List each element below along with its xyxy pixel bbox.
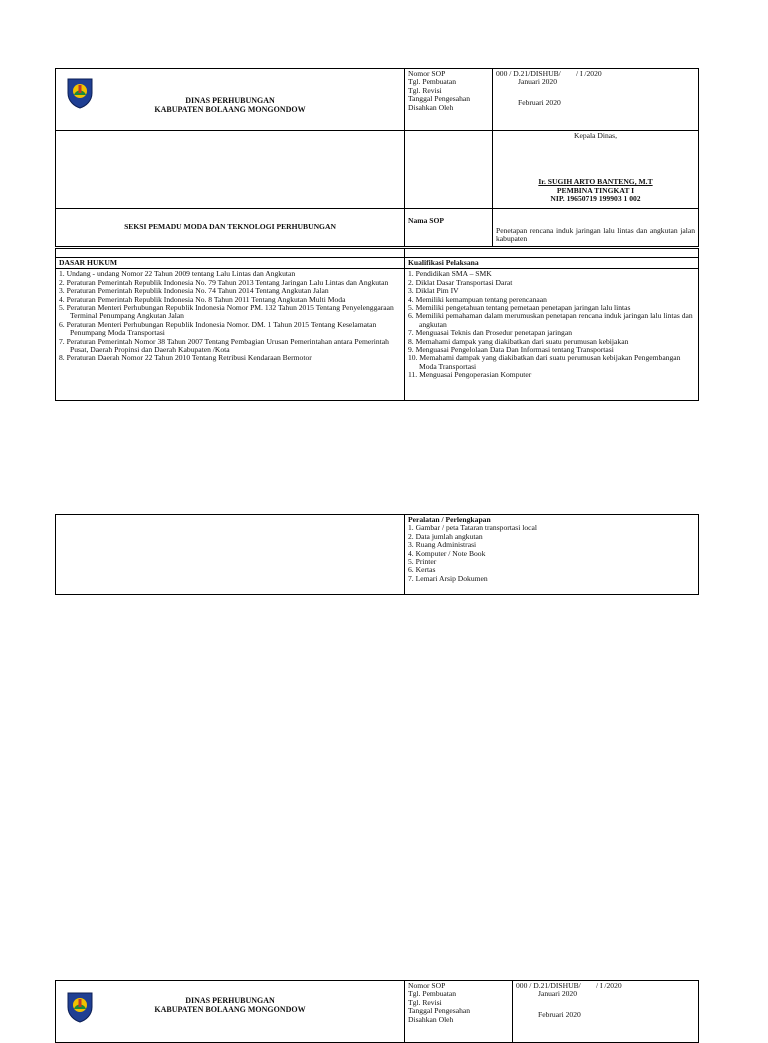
list-item: 6. Kertas [408,565,436,575]
sop-meta-values [513,981,699,1043]
list-item: 1. Gambar / peta Tataran transportasi local [408,523,538,533]
nama-sop-value: Penetapan rencana induk jaringan lalu lintas dan angkutan jalan kabupaten [493,209,699,247]
list-item: 6. Memiliki pemahaman dalam merumuskan penetapan rencana induk jaringan lalu lintas dan angkutan [408,311,693,329]
list-item: 2. Peraturan Pemerintah Republik Indonesia No. 79 Tahun 2013 Tentang Jaringan Lalu Lintas dan Angkutan [59,277,389,287]
list-item: 5. Printer [408,557,437,567]
org-regency: KABUPATEN BOLAANG MONGONDOW [154,105,306,114]
list-item: 4. Komputer / Note Book [408,548,486,558]
list-item: 1. Undang - undang Nomor 22 Tahun 2009 tentang Lalu Lintas dan Angkutan [59,269,296,279]
list-item: 5. Memiliki pengetahuan tentang pemetaan penetapan jaringan lalu lintas [408,303,631,313]
kualifikasi-title: Kualifikasi Pelaksana [405,258,699,269]
signatory-rank: PEMBINA TINGKAT I [556,185,635,195]
blank-cell [56,249,405,258]
sop-header-table [55,68,699,247]
org-name: DINAS PERHUBUNGAN [185,996,275,1005]
meta-label-tgl-pembuatan: Tgl. Pembuatan [408,989,457,999]
blank-cell [56,131,405,209]
meta-value-tgl-pengesahan: Februari 2020 [538,1010,581,1020]
equipment-table [55,514,699,595]
list-item: 2. Data jumlah angkutan [408,531,483,541]
list-item: 4. Memiliki kemampuan tentang perencanaan [408,294,547,304]
blank-cell [56,515,405,595]
nama-sop-label: Nama SOP [405,209,493,247]
meta-label-disahkan: Disahkan Oleh [408,1014,454,1024]
list-item: 3. Peraturan Pemerintah Republik Indonesia No. 74 Tahun 2014 Tentang Angkutan Jalan [59,286,329,296]
list-item: 2. Diklat Dasar Transportasi Darat [408,277,513,287]
list-item: 5. Peraturan Menteri Perhubungan Republik Indonesia Nomor PM. 132 Tahun 2015 Tentang Penyelenggaraan Terminal Penumpang Angkutan Jalan [59,303,394,321]
list-item: 7. Lemari Arsip Dokumen [408,573,488,583]
meta-label-tgl-revisi: Tgl. Revisi [408,997,442,1007]
meta-value-tgl-pembuatan: Januari 2020 [538,989,578,999]
dasar-hukum-list [56,269,405,401]
sop-header-table-repeat [55,980,699,1043]
list-item: 9. Menguasai Pengelolaan Data Dan Informasi tentang Transportasi [408,345,614,355]
legal-basis-table [55,248,699,401]
meta-value-tgl-pengesahan: Februari 2020 [518,98,561,108]
sop-meta-labels [405,69,493,131]
peralatan-cell [405,515,699,595]
blank-cell [405,131,493,209]
org-regency: KABUPATEN BOLAANG MONGONDOW [154,1005,306,1014]
list-item: 8. Peraturan Daerah Nomor 22 Tahun 2010 Tentang Retribusi Kendaraan Bermotor [59,353,312,363]
list-item: 3. Diklat Pim IV [408,286,459,296]
list-item: 7. Peraturan Pemerintah Nomor 38 Tahun 2007 Tentang Pembagian Urusan Pemerintahan antara Pemerintah Pusat, Daerah Propinsi dan Daerah Kabupaten /Kota [59,336,389,355]
org-name: DINAS PERHUBUNGAN [185,96,275,105]
list-item: 8. Memahami dampak yang diakibatkan dari suatu perumusan kebijakan [408,336,629,346]
list-item: 3. Ruang Administrasi [408,540,477,550]
meta-label-nomor: Nomor SOP [408,981,446,990]
list-item: 10. Memahami dampak yang diakibatkan dari suatu perumusan kebijakan Pengembangan Moda Transportasi [408,353,681,371]
regency-crest-logo [66,77,94,109]
meta-value-tgl-pembuatan: Januari 2020 [518,77,558,87]
peralatan-title: Peralatan / Perlengkapan [408,515,491,524]
list-item: 11. Menguasai Pengoperasian Komputer [408,370,532,380]
regency-crest-logo [66,991,94,1023]
signatory-block [493,131,699,209]
meta-label-tgl-pengesahan: Tanggal Pengesahan [408,1006,471,1016]
meta-value-nomor: 000 / D.21/DISHUB/ / I /2020 [516,981,622,990]
meta-value-nomor: 000 / D.21/DISHUB/ / I /2020 [496,69,602,78]
meta-label-disahkan: Disahkan Oleh [408,102,454,112]
blank-cell [405,249,699,258]
dasar-hukum-title: DASAR HUKUM [56,258,405,269]
list-item: 1. Pendidikan SMA – SMK [408,269,492,279]
section-name: SEKSI PEMADU MODA DAN TEKNOLOGI PERHUBUNGAN [56,209,405,247]
signatory-title: Kepala Dinas, [573,131,617,140]
org-header-cell [56,981,405,1043]
signatory-name: Ir. SUGIH ARTO BANTENG, M.T [538,177,653,187]
signatory-nip: NIP. 19650719 199903 1 002 [550,194,641,204]
meta-label-nomor: Nomor SOP [408,69,446,78]
list-item: 6. Peraturan Menteri Perhubungan Republik Indonesia Nomor. DM. 1 Tahun 2015 Tentang Keselamatan Penumpang Moda Transportasi [59,319,377,338]
meta-label-tgl-pengesahan: Tanggal Pengesahan [408,94,471,104]
kualifikasi-list [405,269,699,401]
org-header-cell [56,69,405,131]
sop-meta-labels [405,981,513,1043]
list-item: 4. Peraturan Pemerintah Republik Indonesia No. 8 Tahun 2011 Tentang Angkutan Multi Moda [59,294,346,304]
sop-meta-values [493,69,699,131]
list-item: 7. Menguasai Teknis dan Prosedur penetapan jaringan [408,328,573,338]
meta-label-tgl-revisi: Tgl. Revisi [408,85,442,95]
meta-label-tgl-pembuatan: Tgl. Pembuatan [408,77,457,87]
